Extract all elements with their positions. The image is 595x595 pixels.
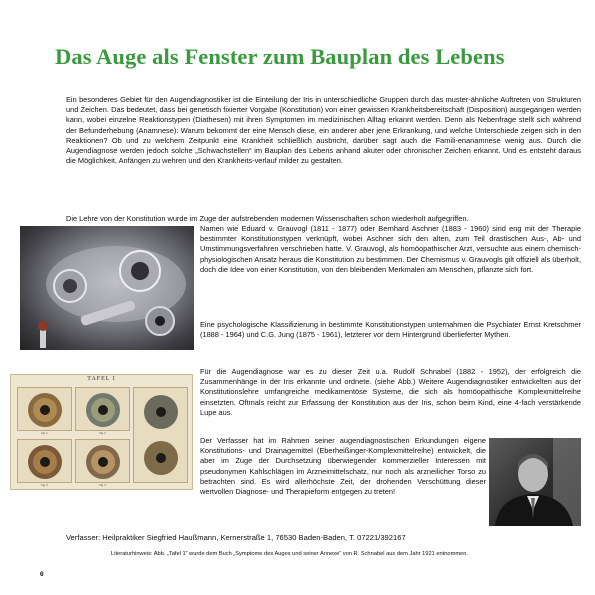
iris-instrument-photo xyxy=(20,226,194,350)
page-title: Das Auge als Fenster zum Bauplan des Lebens xyxy=(55,44,505,69)
figure-3-label: Fig. 3 xyxy=(41,484,48,487)
paragraph-konstitution: Die Lehre von der Konstitution wurde im Zuge der aufstrebenden modernen Wissenschaften schon wiederholt aufgegriffen. xyxy=(66,214,469,223)
paragraph-schnabel: Für die Augendiagnose war es zu dieser Zeit u.a. Rudolf Schnabel (1882 - 1952), der erfolgreich die Zusammenhänge in der Iris erkannte und ordnete. (siehe Abb.) Weitere Augendiagnostiker entwickelten aus der Konstitutionslehre umfangreiche medikamentöse Systeme, die sich als homöopathische Komplexmittelreihe einsetzten. Oftmals reicht zur Erfassung der Konstitution aus der Iris, schon beim Kind, eine 4-fach verstärkende Lupe aus. xyxy=(200,367,581,417)
figure-4-label: Fig. 4 xyxy=(99,484,106,487)
iris-figure-2 xyxy=(75,387,130,431)
paragraph-names: Namen wie Eduard v. Grauvogl (1811 - 1877) oder Bernhard Aschner (1883 - 1960) sind eng mit der Therapie bestimmter Konstitutionstypen verknüpft, wobei Aschner sich den alten, zum Teil drastischen Aus-, Ab- und Umstimmungsverfahren verschrieben hatte. V. Grauvogl, als homöopathischer Arzt, versuchte aus einem chemisch-physiologischen Ansatz heraus die Konstitution zu bestimmen. Der Chemismus v. Grauvogls gilt offiziell als überholt, doch die Idee von einer Konstitution, von den bleibenden Merkmalen am Menschen, pflanzte sich fort. xyxy=(200,224,581,274)
paragraph-verfasser: Der Verfasser hat im Rahmen seiner augendiagnostischen Erkundungen eigene Konstitutions- und Drainagemittel (Eberheißinger-Komplexmittelreihe) entwickelt, die aber im Zuge der Durchsetzung überwiegender kommerzieller Interessen mit pseudonymen Kahlschlägen im Arzneimittelschatz, nur noch als arzneilicher Torso zu betrachten sind. Es wird allerhöchste Zeit, der drohenden Verschüttung dieser wertvollen Diagnose- und Therapieform entgegen zu treten! xyxy=(200,436,486,497)
figure-2-label: Fig. 2 xyxy=(99,432,106,435)
iris-figure-3 xyxy=(17,439,72,483)
plate-title: TAFEL I xyxy=(87,376,116,382)
figure-1-label: Fig. 1 xyxy=(41,432,48,435)
iris-figure-1 xyxy=(17,387,72,431)
author-portrait xyxy=(489,438,581,526)
iris-figure-4 xyxy=(75,439,130,483)
page-number: 6 xyxy=(40,571,44,578)
paragraph-intro: Ein besonderes Gebiet für den Augendiagnostiker ist die Einteilung der Iris in unterschiedliche Gruppen durch das muster-ähnliche Auftreten von Strukturen und Zeichen. Das bedeutet, dass bei genetisch fixierter Vorgabe (Konstitution) von einer gewissen Krankheitsbereitschaft (Disposition) ausgegangen werden kann, wobei einzelne Reaktionstypen (Diathesen) mit ihren Symptomen im medizinischen Alltag erkannt werden. Denn als Nebenfrage stellt sich während der Befunderhebung (Anamnese): Warum bekommt der eine Mensch diese, ein anderer aber jene Erkrankung, und welche Unterschiede zeigen sich in den Reaktionen? Ob und zu welchem Zeitpunkt eine Krankheit schließlich ausbricht, darüber sagt auch die Famili-enanamnese wenig aus. Durch die Augendiagnose werden jedoch solche „Schwachstellen“ im Bauplan des Lebens anhand akuter oder chronischer Zeichen erkannt. Und es entsteht daraus die Möglichkeit, Anfängen zu wehren und den Krankheits-verlauf milder zu gestalten. xyxy=(66,95,581,166)
author-photo xyxy=(489,438,581,526)
iris-figure-column xyxy=(133,387,188,483)
tafel-plate-image xyxy=(10,374,193,490)
paragraph-psychology: Eine psychologische Klassifizierung in bestimmte Konstitutionstypen unternahmen die Psychiater Ernst Kretschmer (1888 - 1964) und C.G. Jung (1875 - 1961), letzterer vor dem Hintergrund überlieferter Mythen. xyxy=(200,320,581,340)
instrument-illustration xyxy=(20,226,194,350)
literature-note: Literaturhinweis: Abb. „Tafel 1“ wurde dem Buch „Symptome des Auges und seiner Annexe“ von R. Schnabel aus dem Jahr 1921 entnommen. xyxy=(111,551,468,557)
author-credit: Verfasser: Heilpraktiker Siegfried Haußmann, Kernerstraße 1, 76530 Baden-Baden, T. 07221/392167 xyxy=(66,533,406,542)
